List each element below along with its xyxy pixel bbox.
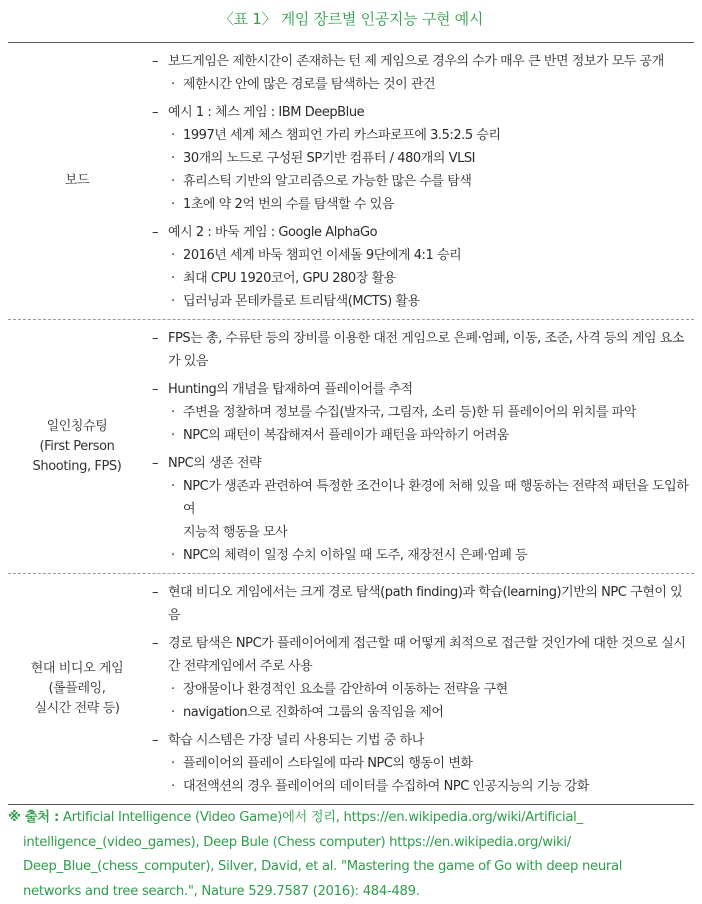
bullet-head: – 경로 탐색은 NPC가 플레이어에게 접근할 때 어떻게 최적으로 접근할 것인가에 대한 것으로 실시간 전략게임에서 주로 사용 (152, 632, 694, 678)
bullet-sub: · NPC의 패턴이 복잡해져서 플레이가 패턴을 파악하기 어려움 (152, 424, 694, 447)
description-cell (146, 320, 694, 573)
bullet-sub: · 30개의 노드로 구성된 SP기반 컴퓨터 / 480개의 VLSI (152, 147, 694, 170)
table-row-modern-video-game (8, 573, 694, 804)
source-line: Artificial Intelligence (Video Game)에서 정리, https://en.wikipedia.org/wiki/Artificial_ (62, 810, 583, 825)
bullet-group (152, 221, 694, 313)
genre-ai-table (8, 42, 694, 805)
category-cell (8, 574, 146, 804)
bullet-sub: · 주변을 정찰하며 정보를 수집(발자국, 그림자, 소리 등)한 뒤 플레이어의 위치를 파악 (152, 401, 694, 424)
bullet-group (152, 378, 694, 447)
category-label: (First Person (39, 438, 115, 454)
bullet-sub: · 1초에 약 2억 번의 수를 탐색할 수 있음 (152, 193, 694, 216)
category-label: 현대 비디오 게임 (30, 661, 124, 676)
bullet-head: – Hunting의 개념을 탑재하여 플레이어를 추적 (152, 378, 694, 401)
bullet-sub: · 1997년 세계 체스 챔피언 가리 카스파로프에 3.5:2.5 승리 (152, 124, 694, 147)
bullet-sub: · 최대 CPU 1920코어, GPU 280장 활용 (152, 267, 694, 290)
table-row-board (8, 43, 694, 319)
table-row-fps (8, 319, 694, 573)
bullet-group (152, 632, 694, 724)
source-line: intelligence_(video_games), Deep Bule (Chess computer) https://en.wikipedia.org/wiki/ (23, 834, 571, 850)
bullet-sub-continuation: 지능적 행동을 모사 (183, 525, 288, 540)
bullet-head: – 예시 2 : 바둑 게임 : Google AlphaGo (152, 221, 694, 244)
category-label: 보드 (64, 173, 90, 188)
category-label: 실시간 전략 등) (34, 701, 120, 716)
table-caption: 〈표 1〉 게임 장르별 인공지능 구현 예시 (218, 10, 484, 28)
source-note (8, 806, 698, 904)
bullet-group (152, 452, 694, 567)
bullet-group (152, 581, 694, 627)
category-cell (8, 320, 146, 573)
source-line: Deep_Blue_(chess_computer), Silver, David, et al. "Mastering the game of Go with deep neural (23, 859, 623, 874)
source-label: ※ 출처 : (8, 810, 59, 825)
category-label: 일인칭슈팅 (46, 418, 108, 434)
category-label: (롤플레잉, (48, 681, 106, 696)
bullet-sub: · NPC의 체력이 일정 수치 이하일 때 도주, 재장전시 은폐·엄폐 등 (152, 544, 694, 567)
bullet-sub: · 딥러닝과 몬테카를로 트리탐색(MCTS) 활용 (152, 290, 694, 313)
bullet-group (152, 327, 694, 373)
bullet-sub: · 2016년 세계 바둑 챔피언 이세돌 9단에게 4:1 승리 (152, 244, 694, 267)
bullet-head: – 학습 시스템은 가장 널리 사용되는 기법 중 하나 (152, 729, 694, 752)
bullet-head: – FPS는 총, 수류탄 등의 장비를 이용한 대전 게임으로 은폐·엄폐, 이동, 조준, 사격 등의 게임 요소가 있음 (152, 327, 694, 373)
bullet-group (152, 101, 694, 216)
bullet-sub: · navigation으로 진화하여 그룹의 움직임을 제어 (152, 701, 694, 724)
bullet-group (152, 50, 694, 96)
category-cell (8, 43, 146, 319)
bullet-sub: · 휴리스틱 기반의 알고리즘으로 가능한 많은 수를 탐색 (152, 170, 694, 193)
bullet-head: – 현대 비디오 게임에서는 크게 경로 탐색(path finding)과 학습(learning)기반의 NPC 구현이 있음 (152, 581, 694, 627)
bullet-sub: · 제한시간 안에 많은 경로를 탐색하는 것이 관건 (152, 73, 694, 96)
bullet-head: – NPC의 생존 전략 (152, 452, 694, 475)
description-cell (146, 43, 694, 319)
bullet-sub: · 장애물이나 환경적인 요소를 감안하여 이동하는 전략을 구현 (152, 678, 694, 701)
bullet-sub: · 플레이어의 플레이 스타일에 따라 NPC의 행동이 변화 (152, 752, 694, 775)
bullet-sub: · NPC가 생존과 관련하여 특정한 조건이나 환경에 처해 있을 때 행동하는 전략적 패턴을 도입하여 (152, 475, 694, 521)
bullet-group (152, 729, 694, 798)
source-line: networks and tree search.", Nature 529.7587 (2016): 484-489. (23, 883, 420, 899)
description-cell (146, 574, 694, 804)
bullet-head: – 예시 1 : 체스 게임 : IBM DeepBlue (152, 101, 694, 124)
bullet-sub: · 대전액션의 경우 플레이어의 데이터를 수집하여 NPC 인공지능의 기능 강화 (152, 775, 694, 798)
bullet-head: – 보드게임은 제한시간이 존재하는 턴 제 게임으로 경우의 수가 매우 큰 반면 정보가 모두 공개 (152, 50, 694, 73)
category-label: Shooting, FPS) (32, 458, 122, 474)
